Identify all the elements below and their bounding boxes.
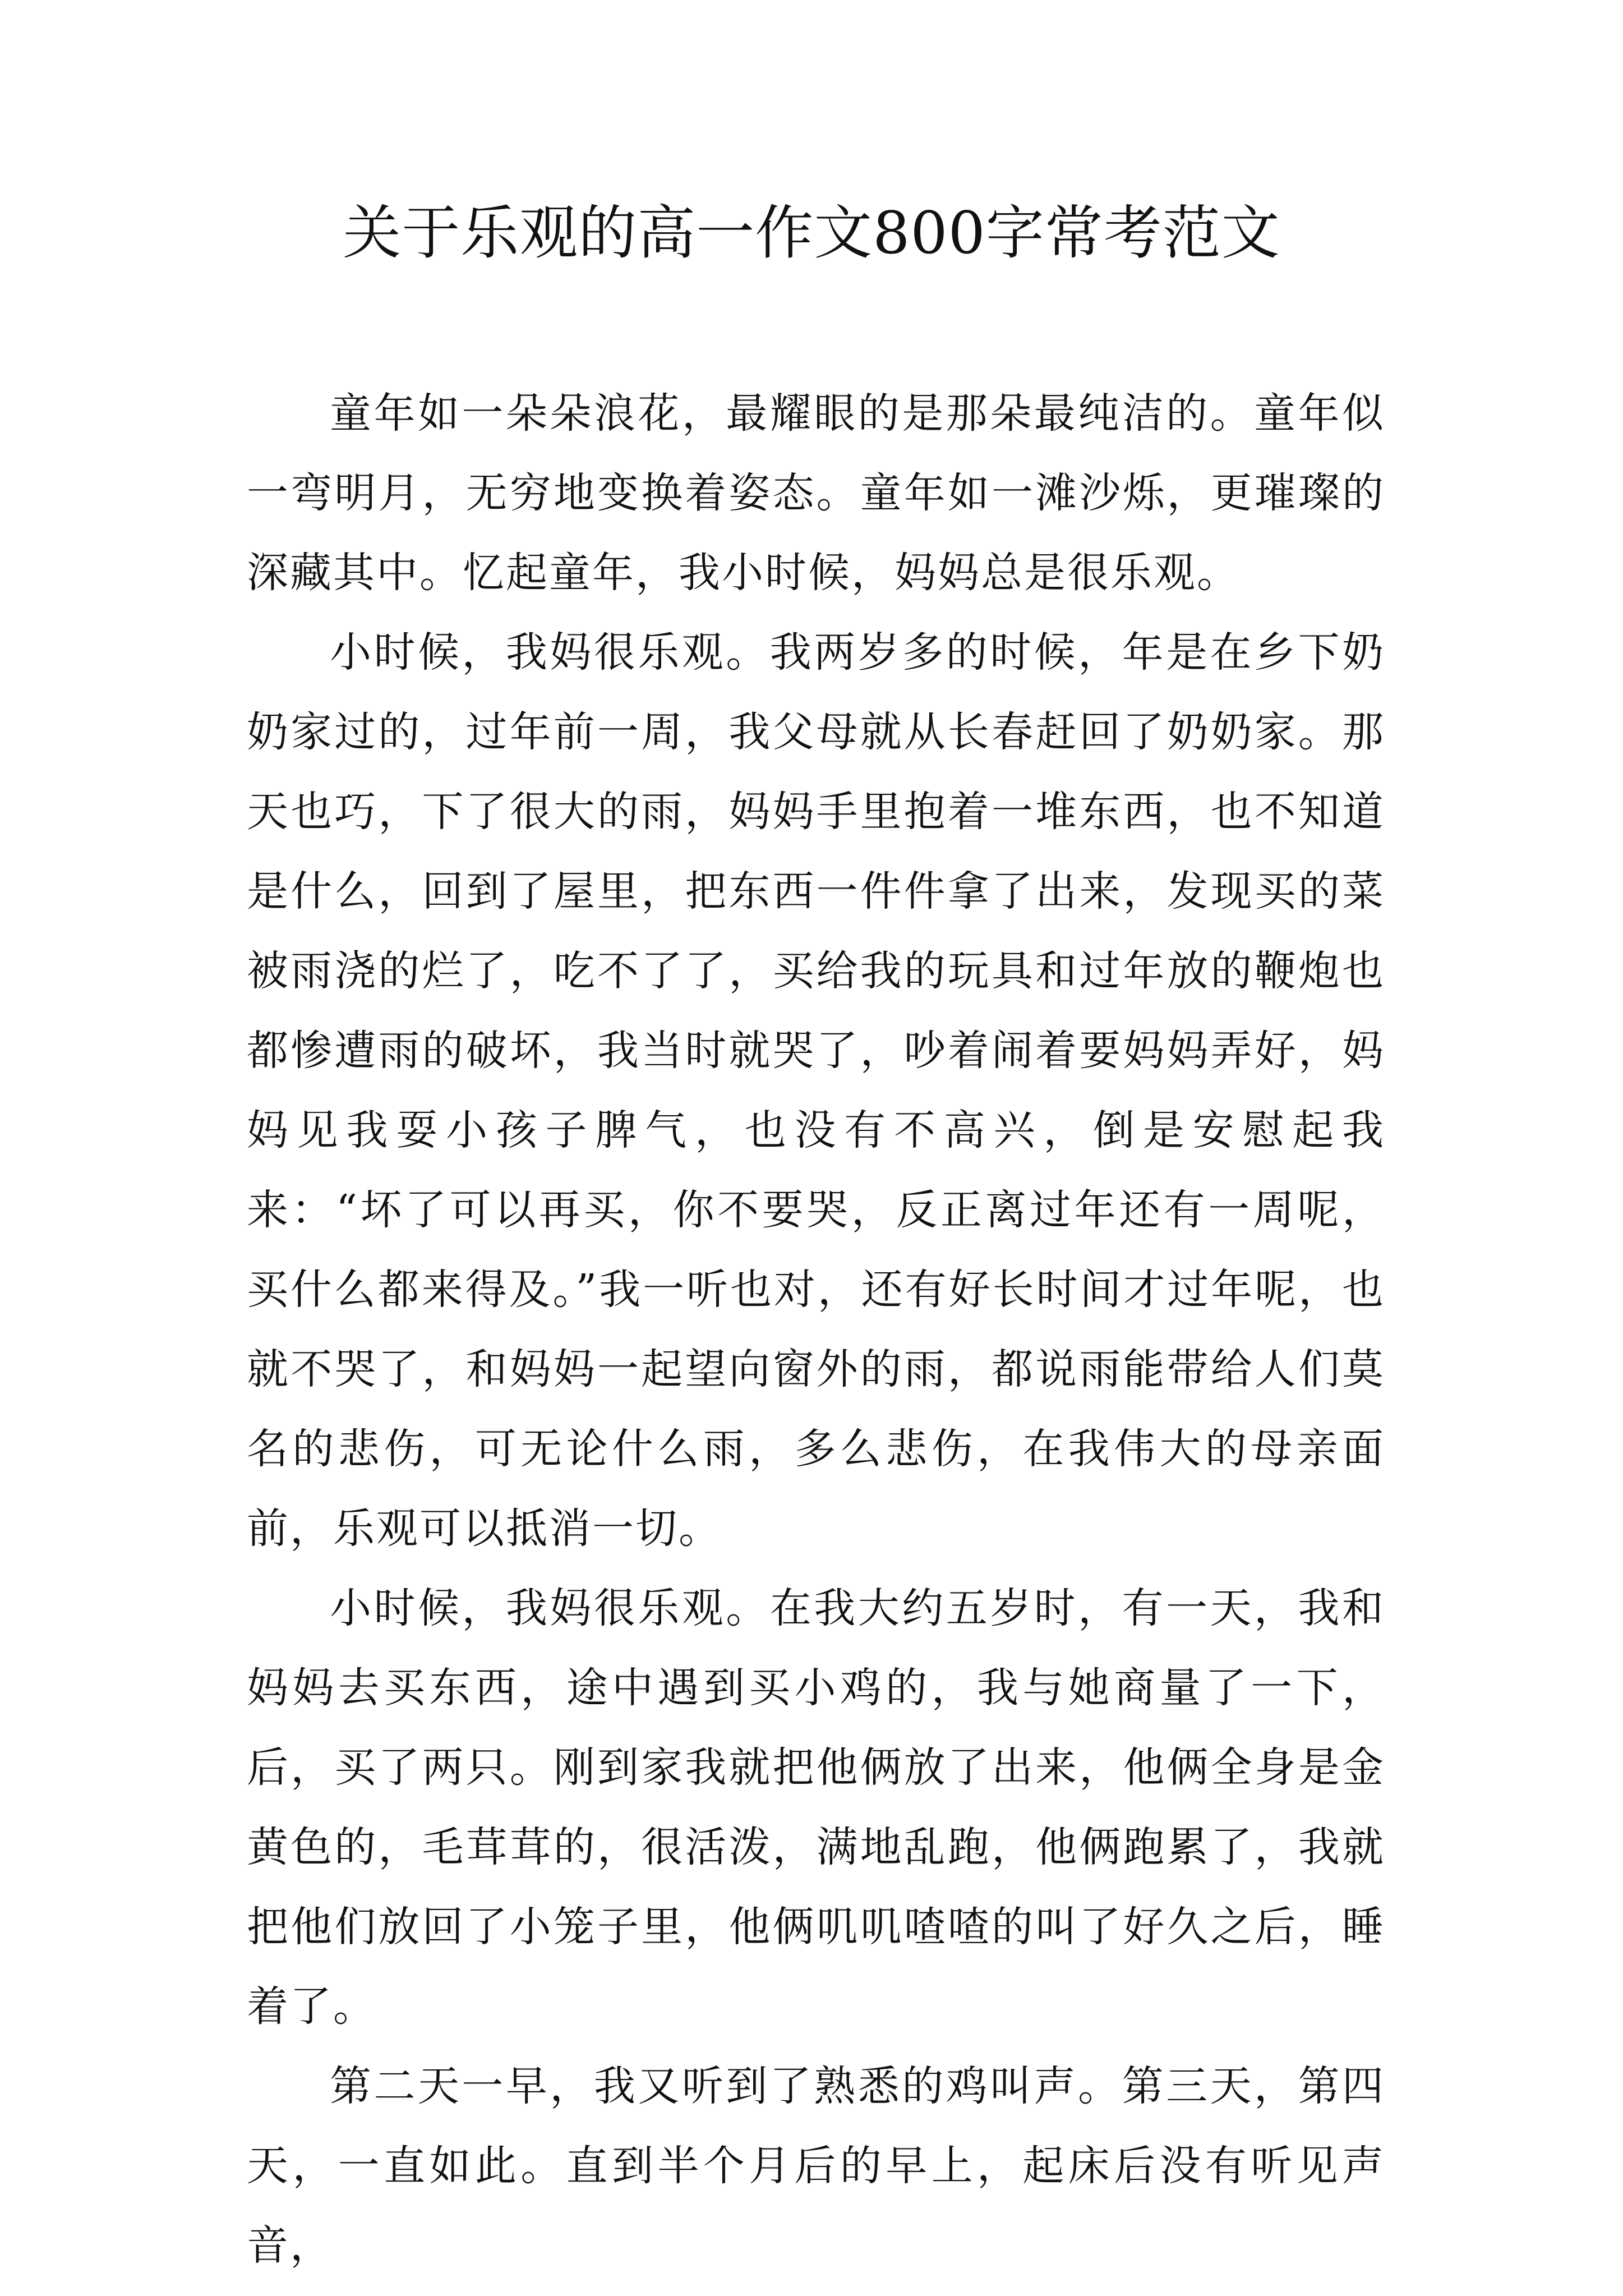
paragraph: 童年如一朵朵浪花，最耀眼的是那朵最纯洁的。童年似一弯明月，无穷地变换着姿态。童年如一滩沙烁，更璀璨的深藏其中。忆起童年，我小时候，妈妈总是很乐观。 [247, 389, 1385, 597]
paragraph: 第二天一早，我又听到了熟悉的鸡叫声。第三天，第四天，一直如此。直到半个月后的早上，起床后没有听见声音， [247, 2062, 1385, 2270]
paragraph: 小时候，我妈很乐观。在我大约五岁时，有一天，我和妈妈去买东西，途中遇到买小鸡的，我与她商量了一下，后，买了两只。刚到家我就把他俩放了出来，他俩全身是金黄色的，毛茸茸的，很活泼，满地乱跑，他俩跑累了，我就把他们放回了小笼子里，他俩叽叽喳喳的叫了好久之后，睡着了。 [247, 1584, 1385, 2031]
paragraph: 小时候，我妈很乐观。我两岁多的时候，年是在乡下奶奶家过的，过年前一周，我父母就从长春赶回了奶奶家。那天也巧，下了很大的雨，妈妈手里抱着一堆东西，也不知道是什么，回到了屋里，把东西一件件拿了出来，发现买的菜被雨浇的烂了，吃不了了，买给我的玩具和过年放的鞭炮也都惨遭雨的破坏，我当时就哭了，吵着闹着要妈妈弄好，妈妈见我耍小孩子脾气，也没有不高兴，倒是安慰起我来：“坏了可以再买，你不要哭，反正离过年还有一周呢，买什么都来得及。”我一听也对，还有好长时间才过年呢，也就不哭了，和妈妈一起望向窗外的雨，都说雨能带给人们莫名的悲伤，可无论什么雨，多么悲伤，在我伟大的母亲面前，乐观可以抵消一切。 [247, 628, 1385, 1553]
document-title: 关于乐观的高一作文800字常考范文 [343, 199, 1280, 267]
document-body [247, 374, 1385, 2285]
